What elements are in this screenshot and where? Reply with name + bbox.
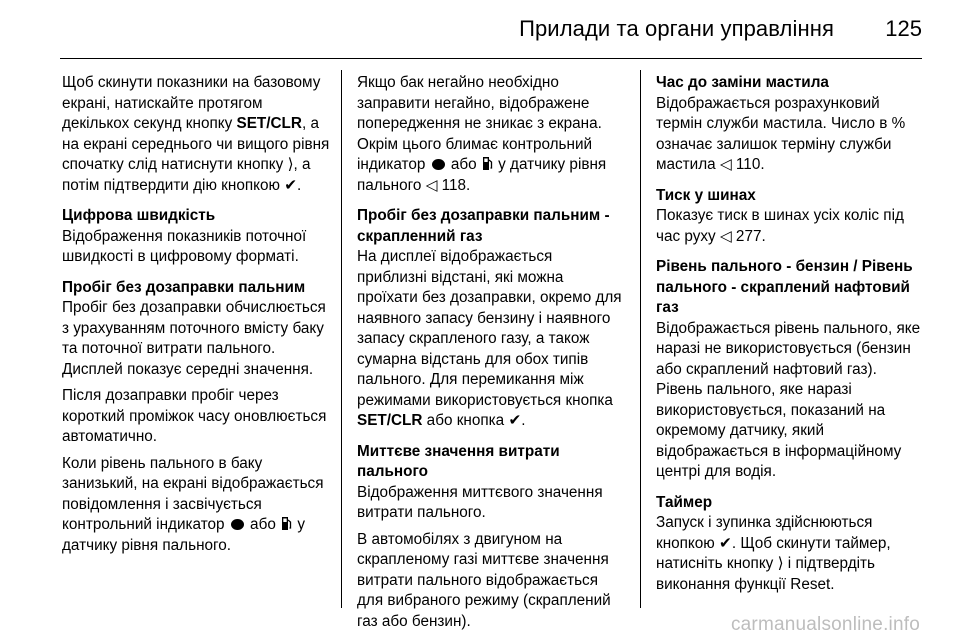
section-heading: Пробіг без дозаправки пальним bbox=[62, 278, 306, 296]
page-reference[interactable]: 118. bbox=[437, 176, 471, 194]
section-tyre-pressure: Тиск у шинах Показує тиск в шинах усіх коліс під час руху ◁ 277. bbox=[656, 186, 924, 248]
set-clr-label: SET/CLR bbox=[357, 412, 423, 429]
section-heading: Рівень пального - бензин / Рівень пального - скраплений нафтовий газ bbox=[656, 258, 913, 316]
section-text: Відображення миттєвого значення витрати пального. bbox=[357, 483, 603, 521]
section-fuel-level bbox=[656, 257, 924, 483]
section-text: Відображається рівень пального, яке наразі не використовується (бензин або скраплений нафтовий газ). Рівень пального, яке наразі використовується, показаний на окремому датчику, який відображається в інформаційному центрі для водія. bbox=[656, 319, 921, 480]
section-digital-speed bbox=[62, 206, 330, 268]
column-3 bbox=[656, 73, 924, 605]
reset-intro: Щоб скинути показники на базовому екрані, натискайте протягом декількох секунд кнопку SET/CLR, а на екрані середнього чи вищого рівня спочатку слід натиснути кнопку ⟩, а потім підтвердити дію кнопкою ✔. bbox=[62, 74, 330, 194]
section-heading: Пробіг без дозаправки пальним - скрапленний газ bbox=[357, 207, 610, 245]
watermark: carmanualsonline.info bbox=[730, 614, 920, 635]
column-divider bbox=[341, 70, 342, 608]
chevron-right-icon: ⟩ bbox=[777, 555, 784, 572]
section-range bbox=[62, 278, 330, 557]
chevron-right-icon: ⟩ bbox=[287, 156, 294, 173]
reference-arrow-icon: ◁ bbox=[425, 176, 438, 194]
section-text: На дисплеї відображається приблизні відстані, які можна проїхати без дозаправки, окремо для наявного запасу бензину і наявного запасу скрапленого газу, а також сумарна відстань для обох типів пального. Для перемикання між режимами використовується кнопка SET/CLR або кнопка ✔. bbox=[357, 248, 622, 429]
fuel-pump-icon bbox=[482, 156, 493, 171]
check-icon: ✔ bbox=[508, 412, 522, 429]
set-clr-label: SET/CLR bbox=[236, 115, 302, 132]
column-2 bbox=[357, 73, 625, 642]
section-text: Коли рівень пального в баку занизький, на екрані відображається повідомлення і засвічується контрольний індикатор або у датчику рівня пального. bbox=[62, 454, 324, 554]
section-heading: Цифрова швидкість bbox=[62, 207, 216, 224]
section-lpg-range bbox=[357, 206, 625, 432]
column-divider bbox=[640, 70, 641, 608]
section-text: Пробіг без дозаправки обчислюється з урахуванням поточного вмісту баку та поточної витрати пального. Дисплей показує середні значення. bbox=[62, 299, 326, 378]
check-icon: ✔ bbox=[719, 534, 732, 552]
page-reference[interactable]: 277. bbox=[731, 227, 766, 245]
section-text: Після дозаправки пробіг через короткий проміжок часу оновлюється автоматично. bbox=[62, 387, 327, 445]
section-heading: Таймер bbox=[656, 493, 713, 511]
section-heading: Тиск у шинах bbox=[656, 186, 756, 204]
section-text: В автомобілях з двигуном на скрапленому газі миттєве значення витрати пального відображається для вибраного режиму (скраплений газ або бензин). bbox=[357, 530, 611, 630]
page-number: 125 bbox=[885, 16, 922, 41]
section-heading: Миттєве значення витрати пального bbox=[357, 442, 560, 480]
refuel-warning: Якщо бак негайно необхідно заправити негайно, відображене попередження не зникає з екрана. Окрім цього блимає контрольний індикатор або у датчику рівня пального ◁ 118. bbox=[357, 74, 607, 194]
reference-arrow-icon: ◁ bbox=[719, 227, 732, 245]
section-timer: Таймер Запуск і зупинка здійснюються кнопкою ✔. Щоб скинути таймер, натисніть кнопку ⟩ і підтвердіть виконання функції Reset. bbox=[656, 493, 924, 596]
section-heading: Час до заміни мастила bbox=[656, 74, 829, 91]
section-instant-consumption bbox=[357, 442, 625, 633]
indicator-dot-icon bbox=[432, 159, 445, 170]
indicator-dot-icon bbox=[231, 519, 244, 530]
column-1 bbox=[62, 73, 330, 566]
reference-arrow-icon: ◁ bbox=[719, 156, 732, 173]
page-title: Прилади та органи управління bbox=[519, 16, 834, 41]
page-reference[interactable]: 110. bbox=[731, 156, 765, 173]
fuel-pump-icon bbox=[281, 516, 292, 531]
page-header bbox=[0, 0, 960, 60]
section-text: Відображення показників поточної швидкості в цифровому форматі. bbox=[62, 227, 307, 265]
section-oil-life: Час до заміни мастила Відображається розрахунковий термін служби мастила. Число в % означає залишок терміну служби мастила ◁ 110. bbox=[656, 73, 924, 176]
header-rule bbox=[60, 58, 922, 59]
check-icon: ✔ bbox=[284, 176, 298, 194]
